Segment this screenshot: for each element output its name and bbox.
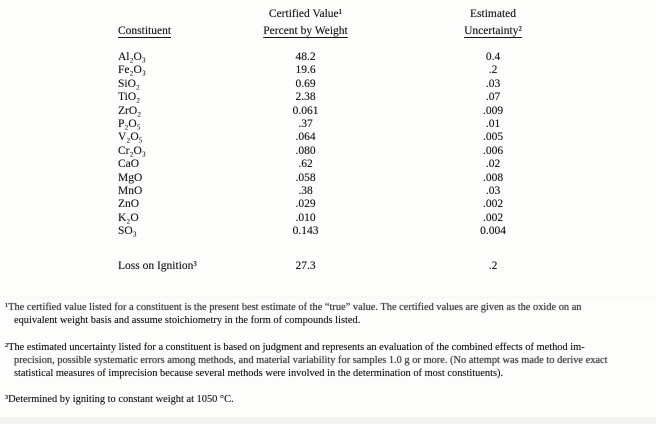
constituent-cell: K₂O — [118, 211, 139, 224]
value-cell: .62 — [298, 158, 313, 171]
value-cell: .029 — [295, 198, 316, 211]
value-cell: 0.061 — [292, 104, 319, 117]
constituent-cell: SiO₂ — [118, 77, 140, 90]
table-row — [118, 105, 628, 118]
constituent-cell: P₂O₅ — [118, 117, 141, 130]
uncertainty-cell: 0.4 — [485, 51, 501, 63]
loss-on-ignition-row — [118, 258, 628, 274]
value-cell: 48.2 — [295, 51, 316, 63]
header-certified-value: Certified Value¹ — [268, 8, 343, 20]
value-cell: .010 — [295, 211, 316, 224]
uncertainty-cell: .008 — [482, 171, 504, 184]
value-cell: 2.38 — [295, 91, 316, 104]
uncertainty-cell: .002 — [482, 211, 504, 224]
header-estimated: Estimated — [470, 8, 516, 20]
footnote-2 — [5, 341, 653, 380]
table-row — [118, 225, 628, 238]
footnote-1-line-2: equivalent weight basis and assume stoichiometry in the form of compounds listed. — [14, 315, 361, 326]
uncertainty-cell: .02 — [485, 158, 501, 171]
constituent-cell: ZnO — [118, 198, 140, 211]
header-constituent-label: Constituent — [118, 25, 172, 37]
constituent-cell: Loss on Ignition³ — [118, 260, 197, 273]
value-cell: .064 — [295, 131, 316, 144]
footnote-2-line-2: precision, possible systematic errors among methods, and material variability for samples 1.0 g or more. (No attempt was made to derive exact — [14, 355, 608, 366]
constituent-cell: TiO₂ — [118, 91, 141, 104]
constituent-cell: V₂O₅ — [118, 131, 143, 144]
uncertainty-cell: .03 — [485, 77, 501, 90]
table-row — [118, 64, 628, 77]
table-row — [118, 172, 628, 185]
header-uncertainty — [358, 22, 628, 40]
table-header-row-2 — [118, 22, 628, 40]
uncertainty-cell: .005 — [482, 131, 504, 144]
uncertainty-cell: 0.004 — [480, 225, 506, 238]
value-cell: 27.3 — [295, 260, 316, 273]
uncertainty-cell: .07 — [485, 91, 501, 104]
table-row — [118, 91, 628, 104]
header-spacer — [118, 6, 253, 22]
table-row — [118, 145, 628, 158]
constituent-cell: CaO — [118, 158, 140, 171]
scan-artifact — [0, 417, 656, 424]
value-cell: 0.69 — [295, 77, 316, 90]
footnote-2-line-1: ²The estimated uncertainty listed for a constituent is based on judgment and represents an evaluation of the combined effects of method im- — [5, 342, 585, 353]
scan-artifact — [0, 296, 656, 299]
table-row — [118, 185, 628, 198]
uncertainty-cell: .2 — [488, 260, 498, 273]
footnote-1 — [5, 301, 653, 327]
footnote-3-line-1: ³Determined by igniting to constant weight at 1050 °C. — [5, 394, 234, 405]
table-row — [118, 131, 628, 144]
uncertainty-cell: .2 — [488, 64, 498, 77]
table-body — [118, 51, 628, 274]
header-percent-by-weight — [253, 22, 358, 40]
footnote-2-line-3: statistical measures of imprecision because several methods were involved in the determination of most constituents). — [14, 368, 504, 379]
table-row — [118, 78, 628, 91]
header-uncertainty-label: Uncertainty² — [464, 25, 522, 37]
value-cell: .38 — [298, 184, 313, 197]
uncertainty-cell: .03 — [485, 184, 501, 197]
value-cell: 0.143 — [292, 225, 319, 238]
constituent-cell: Cr₂O₃ — [118, 144, 146, 157]
value-cell: .080 — [295, 144, 316, 157]
uncertainty-cell: .002 — [482, 198, 504, 211]
uncertainty-cell: .01 — [485, 117, 501, 130]
uncertainty-cell: .006 — [482, 144, 504, 157]
constituent-cell: SO₃ — [118, 225, 137, 238]
value-cell: .37 — [298, 117, 313, 130]
constituent-cell: Fe₂O₃ — [118, 64, 146, 77]
table-header-row-1 — [118, 6, 628, 22]
table-row — [118, 51, 628, 64]
table-row — [118, 118, 628, 131]
table-row — [118, 198, 628, 211]
uncertainty-cell: .009 — [482, 104, 504, 117]
footnote-3 — [5, 393, 653, 406]
constituent-cell: MnO — [118, 184, 143, 197]
value-cell: .058 — [295, 171, 316, 184]
table-row — [118, 158, 628, 171]
header-constituent — [118, 22, 253, 40]
value-cell: 19.6 — [295, 64, 316, 77]
header-percent-by-weight-label: Percent by Weight — [263, 25, 348, 37]
table-row — [118, 212, 628, 225]
footnote-1-line-1: ¹The certified value listed for a constituent is the present best estimate of the “true” value. The certified values are given as the oxide on an — [5, 302, 582, 313]
constituent-cell: ZrO₂ — [118, 104, 142, 117]
constituent-cell: Al₂O₃ — [118, 51, 146, 63]
constituent-cell: MgO — [118, 171, 143, 184]
certified-values-table — [118, 6, 628, 274]
